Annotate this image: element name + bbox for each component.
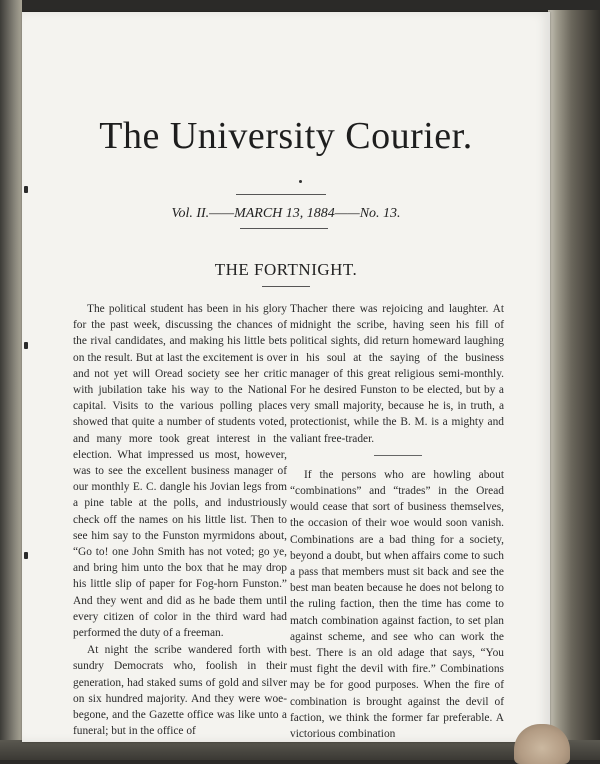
- margin-mark: [24, 342, 28, 349]
- book-bottom-edge: [0, 740, 600, 760]
- top-rule: [236, 194, 326, 195]
- margin-mark: [24, 186, 28, 193]
- paragraph: At night the scribe wandered forth with sundry Democrats who, foolish in their generation, had staked sums of gold and silver on six hundred majority. And they were woe-begone, and the Gazette office was like unto a funeral; but in the office of: [73, 644, 287, 738]
- paragraph: The political student has been in his glory for the past week, discussing the chances of the rival candidates, and making his little bets on the result. But at last the excitement is over and not yet will Oread society see her critic with jubilation take his way to the National capital. Visits to the various polling places showed that quite a number of students voted, and many more took great interest in the election. What impressed us most, however, was to see the excellent business manager of our monthly E. C. dangle his Jovian legs from a pine table at the polls, and industriously check off the names on his little list. Then to see him say to the Funston myrmidons about, “Go to! one John Smith has not voted; go ye, and bring him unto the box that he may drop his little slip of paper for Fog-horn Funston.” And they went and did as he bade them until every citizen of color in the third ward had performed the duty of a freeman.: [73, 303, 287, 640]
- book-page-edges-right: [548, 10, 600, 750]
- scanner-thumb: [514, 724, 570, 764]
- paragraph-divider: [290, 447, 504, 467]
- ornament-dot: [299, 180, 302, 183]
- masthead-title: The University Courier.: [99, 115, 473, 157]
- paragraph: If the persons who are howling about “combinations” and “trades” in the Oread would cease that sort of business themselves, the occasion of their woe would soon vanish. Combinations are a bad thing for a society, beyond a doubt, but when affairs come to such a pass that members must sit back and see the best man beaten because he does not belong to the ruling faction, then the time has come to match combination against faction, to set plan against scheme, and see who can work the best. There is an old adage that says, “You must fight the devil with fire.” Combinations may be for good purposes. When the fire of combination is brought against the devil of faction, we think the former far preferable. A victorious combination: [290, 468, 504, 741]
- book-binding-left: [0, 0, 22, 760]
- article-column-left: [73, 301, 287, 739]
- paragraph: Thacher there was rejoicing and laughter. At midnight the scribe, having seen his fill of political sights, did return homeward laughing in his soul at the saying of the business manager of this great religious semi-monthly. For he desired Funston to be elected, but by a very small majority, because he is, in truth, a protectionist, while the B. M. is a mighty and valiant free-trader.: [290, 303, 504, 445]
- issue-dateline: Vol. II.——MARCH 13, 1884——No. 13.: [171, 206, 401, 221]
- bottom-rule: [240, 228, 328, 229]
- section-title: THE FORTNIGHT.: [214, 260, 358, 279]
- newspaper-page: [22, 12, 550, 742]
- article-column-right: [290, 301, 504, 742]
- margin-mark: [24, 552, 28, 559]
- section-underline: [262, 286, 310, 287]
